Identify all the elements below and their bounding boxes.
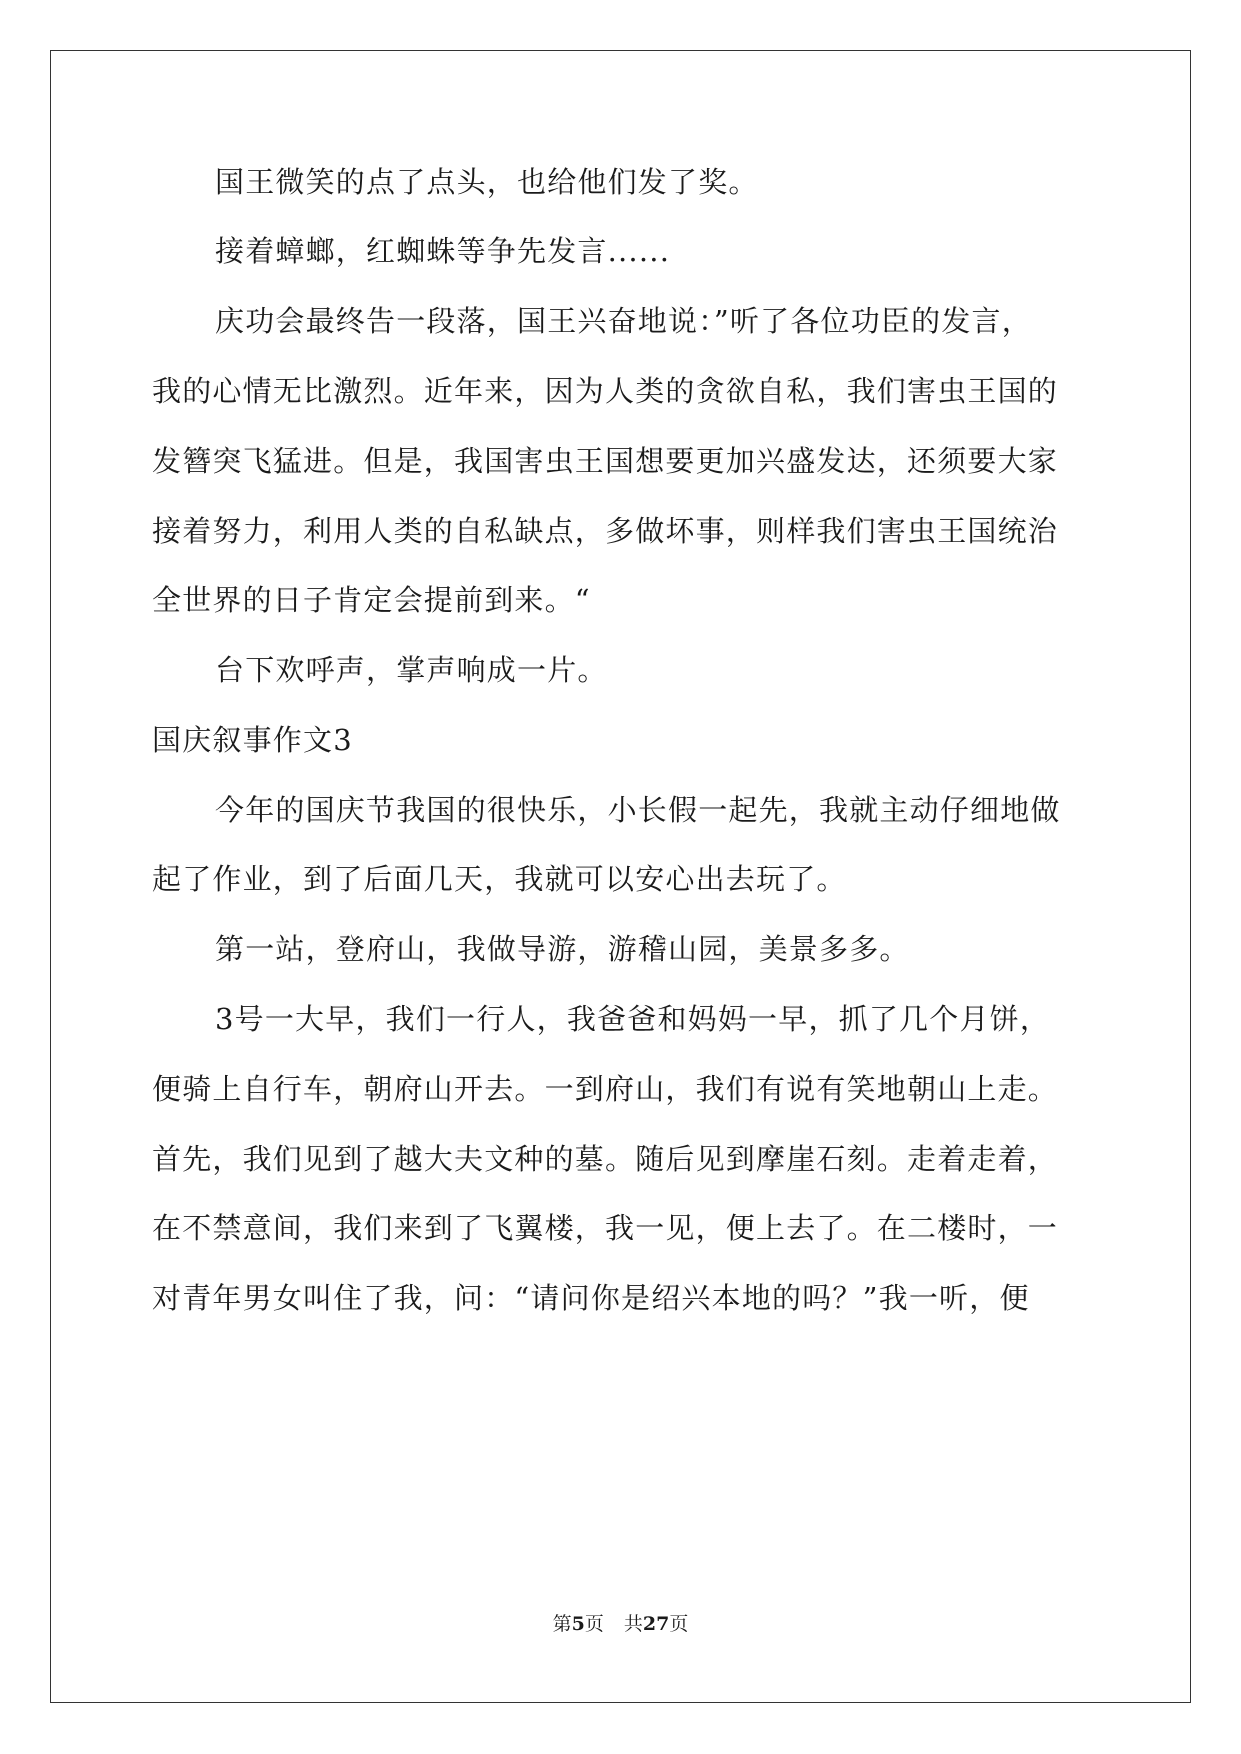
footer-total-pages: 27 [642, 1613, 670, 1635]
paragraph-line: 全世界的日子肯定会提前到来。“ [152, 583, 591, 617]
paragraph-line: 台下欢呼声，掌声响成一片。 [215, 653, 608, 687]
paragraph-line: 今年的国庆节我国的很快乐，小长假一起先，我就主动仔细地做 [215, 793, 1061, 827]
paragraph-line: 首先，我们见到了越大夫文种的墓。随后见到摩崖石刻。走着走着， [152, 1142, 1059, 1176]
paragraph-line: 国王微笑的点了点头，也给他们发了奖。 [215, 165, 759, 199]
paragraph-line: 第一站，登府山，我做导游，游稽山园，美景多多。 [215, 932, 910, 966]
page-footer [0, 1612, 1241, 1636]
footer-total-prefix: 共 [623, 1613, 643, 1635]
footer-page-suffix: 页 [584, 1613, 604, 1635]
paragraph-line: 对青年男女叫住了我，问：“请问你是绍兴本地的吗？”我一听，便 [152, 1281, 1030, 1315]
paragraph-line: 便骑上自行车，朝府山开去。一到府山，我们有说有笑地朝山上走。 [152, 1072, 1059, 1106]
paragraph-line: 起了作业，到了后面几天，我就可以安心出去玩了。 [152, 862, 847, 896]
footer-page-prefix: 第 [552, 1613, 572, 1635]
paragraph-line: 庆功会最终告一段落，国王兴奋地说：”听了各位功臣的发言， [215, 304, 1032, 338]
paragraph-line: 接着蟑螂，红蜘蛛等争先发言...... [215, 234, 671, 268]
paragraph-line: 3号一大早，我们一行人，我爸爸和妈妈一早，抓了几个月饼， [215, 1002, 1051, 1036]
footer-total-suffix: 页 [669, 1613, 689, 1635]
paragraph-line: 在不禁意间，我们来到了飞翼楼，我一见，便上去了。在二楼时，一 [152, 1211, 1059, 1245]
footer-page-number: 5 [571, 1613, 585, 1635]
section-heading: 国庆叙事作文3 [152, 723, 353, 757]
paragraph-line: 我的心情无比激烈。近年来，因为人类的贪欲自私，我们害虫王国的 [152, 374, 1059, 408]
paragraph-line: 接着努力，利用人类的自私缺点，多做坏事，则样我们害虫王国统治 [152, 514, 1059, 548]
paragraph-line: 发簪突飞猛进。但是，我国害虫王国想要更加兴盛发达，还须要大家 [152, 444, 1059, 478]
